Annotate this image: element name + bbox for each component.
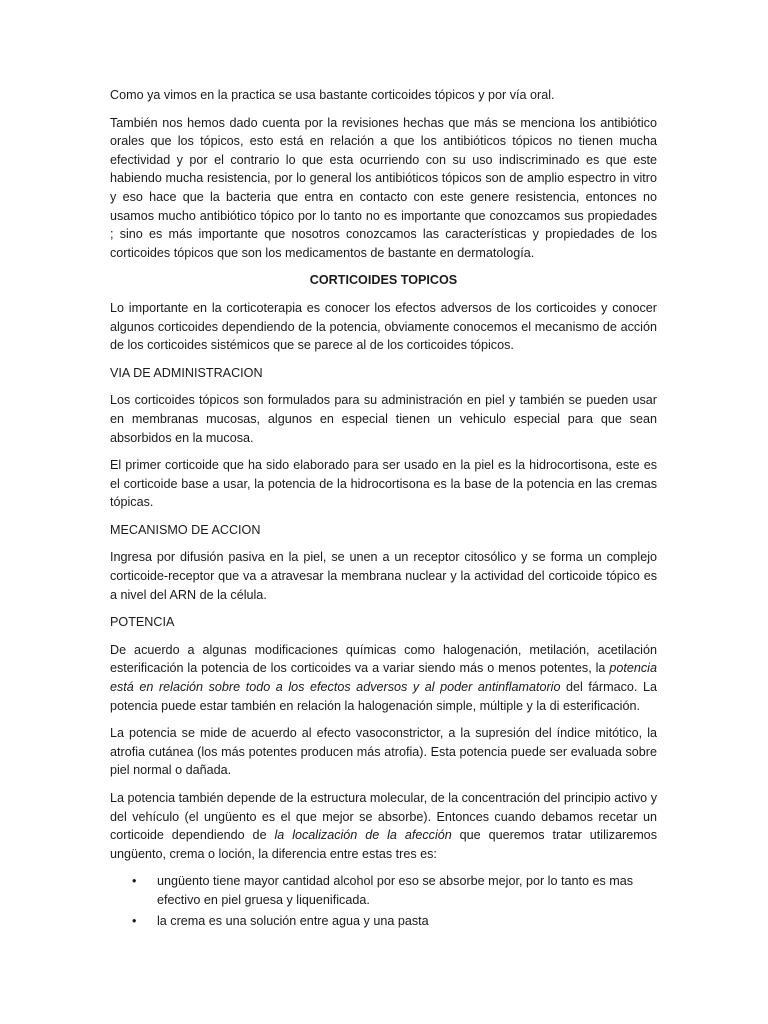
- vehicle-paragraph: [110, 789, 657, 863]
- vehicle-italic-text: la localización de la afección: [274, 828, 452, 843]
- vehicle-text-b: que queremos tratar utilizaremos ungüento, crema o loción, la diferencia entre estas tres es:: [110, 828, 657, 861]
- potency-text-b: del fármaco. La potencia puede estar también en relación la halogenación simple, múltiple y la di esterificación.: [110, 680, 657, 713]
- list-item-text: la crema es una solución entre agua y una pasta: [157, 913, 429, 928]
- list-item: [110, 912, 657, 931]
- potency-text-a: De acuerdo a algunas modificaciones químicas como halogenación, metilación, acetilación esterificación la potencia de los corticoides va a variar siendo más o menos potentes, la: [110, 642, 657, 676]
- mechanism-paragraph: Ingresa por difusión pasiva en la piel, se unen a un receptor citosólico y se forma un complejo corticoide-receptor que va a atravesar la membrana nuclear y la actividad del corticoide tópico es a nivel del ARN de la célula.: [110, 550, 657, 602]
- vehicle-text-a: La potencia también depende de la estructura molecular, de la concentración del principio activo y del vehículo (el ungüento es el que mejor se absorbe). Entonces cuando debamos recetar un corticoide dependiendo de: [110, 791, 657, 843]
- potency-italic-text: potencia está en relación sobre todo a los efectos adversos y al poder antinflamatorio: [110, 661, 657, 695]
- bullet-icon: •: [132, 874, 137, 889]
- document-body: [110, 86, 657, 932]
- potency-measure-paragraph: La potencia se mide de acuerdo al efecto vasoconstrictor, a la supresión del índice mitótico, la atrofia cutánea (los más potentes producen más atrofia). Esta potencia puede ser evaluada sobre piel normal o dañada.: [110, 726, 657, 778]
- list-item: [110, 872, 657, 909]
- corticotherapy-paragraph: Lo importante en la corticoterapia es conocer los efectos adversos de los corticoides y conocer algunos corticoides dependiendo de la potencia, obviamente conocemos el mecanismo de acción de los corticoides sistémicos que se parece al de los corticoides tópicos.: [110, 300, 657, 353]
- intro-paragraph: Como ya vimos en la practica se usa bastante corticoides tópicos y por vía oral.: [110, 88, 555, 102]
- heading-potencia: POTENCIA: [110, 615, 175, 630]
- bullet-icon: •: [132, 913, 137, 928]
- potency-modifications-paragraph: [110, 641, 657, 715]
- antibiotics-paragraph: También nos hemos dado cuenta por la revisiones hechas que más se menciona los antibiótico orales que los tópicos, esto está en relación a que los antibióticos tópicos no tienen mucha efectividad y por el contrario lo que esta ocurriendo con su uso indiscriminado es que este habiendo mucha resistencia, por lo general los antibióticos tópicos son de amplio espectro in vitro y eso hace que la bacteria que entra en contacto con este genere resistencia, entonces no usamos mucho antibiótico tópico por lo tanto no es importante que conozcamos sus propiedades ; sino es más importante que nosotros conozcamos las características y propiedades de los corticoides tópicos que son los medicamentos de bastante en dermatología.: [110, 115, 657, 260]
- hydrocortisone-paragraph: El primer corticoide que ha sido elaborado para ser usado en la piel es la hidrocortisona, este es el corticoide base a usar, la potencia de la hidrocortisona es la base de la potencia en las cremas tópicas.: [110, 458, 657, 510]
- heading-via-administracion: VIA DE ADMINISTRACION: [110, 365, 263, 380]
- topical-formulation-paragraph: Los corticoides tópicos son formulados para su administración en piel y también se pueden usar en membranas mucosas, algunos en especial tienen un vehiculo especial para que sean absorbidos en la mucosa.: [110, 393, 657, 445]
- vehicle-list: [110, 872, 657, 930]
- heading-mecanismo-accion: MECANISMO DE ACCION: [110, 522, 261, 537]
- section-title: CORTICOIDES TOPICOS: [309, 273, 458, 288]
- list-item-text: ungüento tiene mayor cantidad alcohol por eso se absorbe mejor, por lo tanto es mas efectivo en piel gruesa y liquenificada.: [157, 874, 634, 907]
